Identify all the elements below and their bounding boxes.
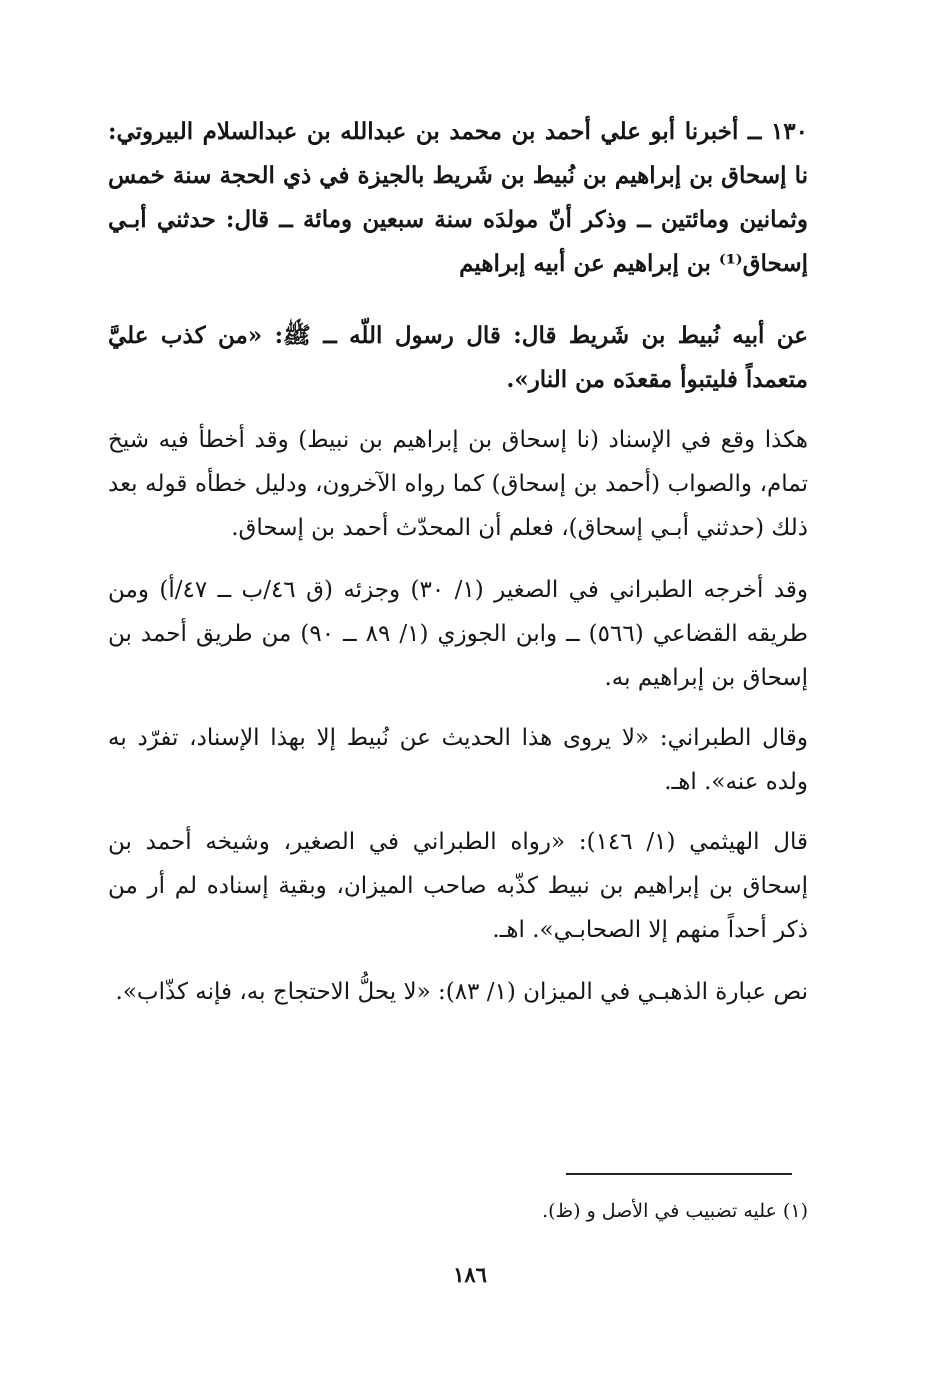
hadith-130-matn: عن أبيه نُبيط بن شَريط قال: قال رسول اللّه ــ ﷺ: «من كذب عليَّ متعمداً فليتبوأ مقعدَه من النار». — [108, 322, 808, 393]
takhrij-paragraph: وقد أخرجه الطبراني في الصغير (١/ ٣٠) وجزئه (ق ٤٦/ب ــ ٤٧/أ) ومن طريقه القضاعي (٥٦٦) ــ وابن الجوزي (١/ ٨٩ ــ ٩٠) من طريق أحمد بن إسحاق بن إبراهيم به. — [108, 577, 809, 691]
footnote-1: (١) عليه تضبيب في الأصل و (ظ). — [542, 1200, 808, 1222]
tabarani-comment: وقال الطبراني: «لا يروى هذا الحديث عن نُبيط إلا بهذا الإسناد، تفرّد به ولده عنه». اهـ. — [108, 725, 808, 795]
dhahabi-comment: نص عبارة الذهبـي في الميزان (١/ ٨٣): «لا يحلُّ الاحتجاج به، فإنه كذّاب». — [115, 979, 808, 1005]
haythami-comment: قال الهيثمي (١/ ١٤٦): «رواه الطبراني في الصغير، وشيخه أحمد بن إسحاق بن إبراهيم بن نبيط كذّبه صاحب الميزان، وبقية إسناده لم أر من ذكر أحداً منهم إلا الصحابـي». اهـ. — [108, 829, 809, 943]
page-number: ١٨٦ — [453, 1262, 487, 1287]
hadith-130-isnad: ١٣٠ ــ أخبرنا أبو علي أحمد بن محمد بن عبدالله بن عبدالسلام البيروتي: نا إسحاق بن إبراهيم بن نُبيط بن شَريط بالجيزة في ذي الحجة سنة خمس وثمانين ومائتين ــ وذكر أنّ مولدَه سنة سبعين ومائة ــ قال: حدثني أبـي إسحاق⁽¹⁾ بن إبراهيم عن أبيه إبراهيم — [108, 118, 808, 277]
footnote-divider — [566, 1173, 792, 1175]
isnad-correction-note: هكذا وقع في الإسناد (نا إسحاق بن إبراهيم بن نبيط) وقد أخطأ فيه شيخ تمام، والصواب (أحمد بن إسحاق) كما رواه الآخرون، ودليل خطأه قوله بعد ذلك (حدثني أبـي إسحاق)، فعلم أن المحدّث أحمد بن إسحاق. — [108, 427, 808, 541]
